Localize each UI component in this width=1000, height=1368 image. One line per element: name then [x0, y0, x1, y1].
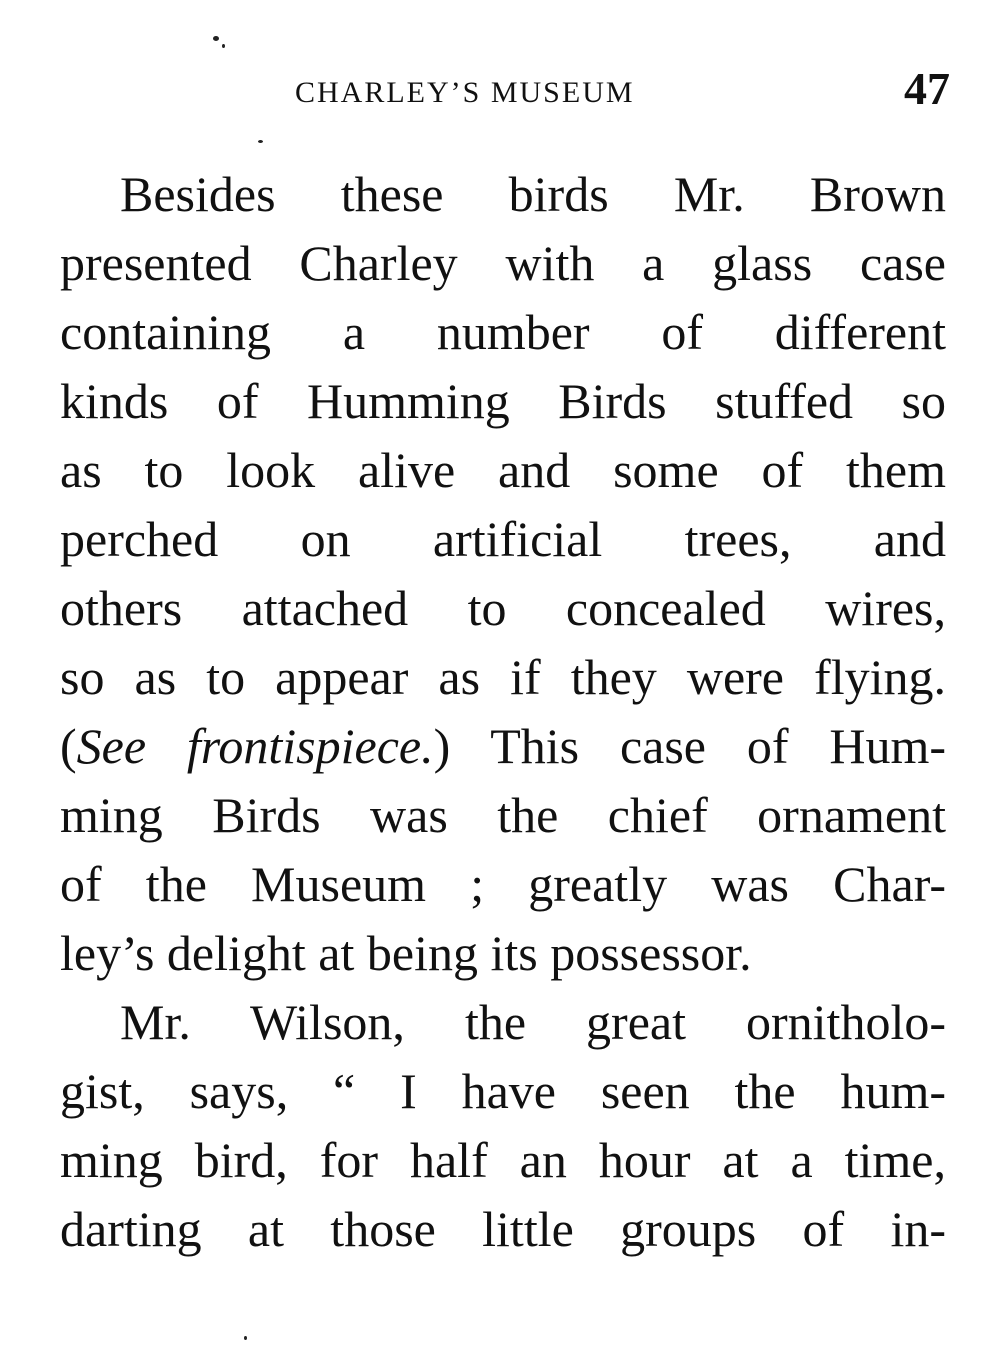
ink-speck: [213, 36, 219, 41]
text-line: containing a number of different: [60, 304, 946, 360]
text-line: ley’s delight at being its possessor.: [60, 925, 752, 981]
text-line: darting at those little groups of in-: [60, 1201, 946, 1257]
text-line: perched on artificial trees, and: [60, 511, 946, 567]
italic-reference: See frontispiece.: [76, 718, 434, 774]
ink-speck: [244, 1336, 247, 1340]
text-line: Mr. Wilson, the great ornitholo-: [120, 994, 946, 1050]
text-line: so as to appear as if they were flying.: [60, 649, 946, 705]
body-text: [60, 160, 946, 1264]
text-line: presented Charley with a glass case: [60, 235, 946, 291]
text-line: gist, says, “ I have seen the hum-: [60, 1063, 946, 1119]
text-line: Besides these birds Mr. Brown: [120, 166, 946, 222]
text-line: of the Museum ; greatly was Char-: [60, 856, 946, 912]
page-header: [55, 62, 950, 122]
text-line: kinds of Humming Birds stuffed so: [60, 373, 946, 429]
ink-speck: [258, 140, 263, 143]
page-number: 47: [904, 63, 950, 114]
text-line: others attached to concealed wires,: [60, 580, 946, 636]
open-paren: (: [60, 718, 77, 774]
text-fragment: ) This case of Hum-: [433, 718, 946, 774]
ink-speck: [222, 44, 225, 48]
text-line: [60, 712, 946, 781]
running-title: CHARLEY’S MUSEUM: [295, 76, 635, 109]
text-line: ming bird, for half an hour at a time,: [60, 1132, 946, 1188]
text-line: as to look alive and some of them: [60, 442, 946, 498]
text-line: ming Birds was the chief ornament: [60, 787, 946, 843]
